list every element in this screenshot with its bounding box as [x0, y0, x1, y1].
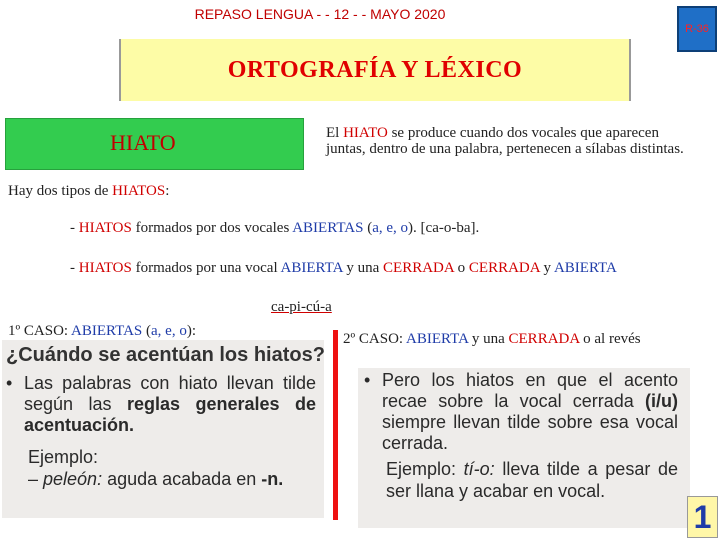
panel-left-example-word: peleón: [43, 469, 103, 489]
case2-mid: y una [468, 331, 509, 347]
panel-left-example-rest: aguda acabada en [102, 469, 262, 489]
panel-left-heading: ¿Cuándo se acentúan los hiatos? [6, 344, 325, 366]
rule-panel-right [358, 368, 690, 528]
example-word-capicua: ca-pi-cú-a [271, 299, 332, 315]
definition-part2: se produce cuando dos vocales que aparecen juntas, dentro de una palabra, pertenecen a sílabas distintas. [326, 125, 684, 157]
case2-abierta: ABIERTA [406, 331, 469, 347]
panel-left-example-line [28, 468, 316, 490]
slide-badge: R-36 [677, 6, 717, 52]
panel-left-example [28, 446, 316, 490]
bullet2-mid: formados por una vocal [131, 260, 281, 276]
case2-cerrada: CERRADA [508, 331, 580, 347]
panel-left-example-end: -n. [261, 469, 284, 489]
separator-line [333, 330, 338, 520]
rule-panel-left [2, 340, 324, 518]
bullet1-example: [ca-o-ba]. [420, 220, 480, 236]
page-number: 1 [687, 496, 718, 538]
types-intro-part2: : [165, 183, 170, 199]
panel-right-example-rest: lleva tilde a pesar de ser llana y acabar en vocal. [386, 459, 678, 501]
case2-end: o al revés [579, 331, 641, 347]
types-intro [8, 183, 169, 200]
panel-left-dash: – [28, 469, 44, 489]
hiato-type-2 [70, 260, 617, 277]
types-intro-part1: Hay dos tipos de [8, 183, 113, 199]
bullet1-vowels: a, e, o [372, 220, 409, 236]
panel-right-example-word: tí-o: [463, 459, 495, 479]
case1-paren-open: ( [142, 323, 152, 339]
bullet1-dash: - [70, 220, 79, 236]
bullet2-y1: y una [342, 260, 384, 276]
bullet2-cerrada: CERRADA [383, 260, 454, 276]
panel-right-example-label: Ejemplo: [386, 459, 464, 479]
bullet-icon: • [364, 370, 371, 390]
case-1-heading [8, 323, 196, 340]
case1-vowels: a, e, o [151, 323, 187, 339]
bullet2-term: HIATOS [78, 260, 132, 276]
bullet2-cerrada2: CERRADA [468, 260, 540, 276]
case1-label: 1º CASO [8, 323, 64, 339]
page-header: REPASO LENGUA - - 12 - - MAYO 2020 [194, 6, 446, 22]
case1-paren-close: ): [186, 323, 197, 339]
panel-right-text [382, 370, 678, 454]
bullet1-term: HIATOS [78, 220, 132, 236]
definition-part1: El [326, 125, 344, 141]
case2-label: 2º CASO [343, 331, 399, 347]
bullet2-y2: y [539, 260, 554, 276]
bullet-icon: • [6, 373, 13, 393]
panel-right-bold: (i/u) [645, 391, 678, 411]
case1-abiertas: ABIERTAS [71, 323, 143, 339]
bullet1-paren-open: ( [363, 220, 373, 236]
bullet2-dash: - [70, 260, 79, 276]
panel-left-example-label: Ejemplo: [28, 447, 99, 467]
title-banner [119, 39, 631, 101]
bullet1-mid: formados por dos vocales [131, 220, 293, 236]
panel-left-bold: reglas generales de acentuación. [24, 394, 316, 435]
panel-right-text1: Pero los hiatos en que el acento recae sobre la vocal cerrada [382, 370, 678, 411]
definition-term: HIATO [343, 125, 388, 141]
bullet2-o: o [453, 260, 469, 276]
hiato-type-1 [70, 220, 479, 237]
hiato-label: HIATO [110, 130, 176, 155]
bullet1-paren-close: ). [408, 220, 421, 236]
types-intro-term: HIATOS [112, 183, 166, 199]
bullet2-abierta: ABIERTA [280, 260, 343, 276]
hiato-definition [326, 125, 686, 157]
panel-right-text2: siempre llevan tilde sobre esa vocal cerrada. [382, 412, 678, 453]
bullet2-abierta2: ABIERTA [553, 260, 617, 276]
panel-right-item [364, 370, 678, 454]
page-title: ORTOGRAFÍA Y LÉXICO [227, 56, 523, 83]
case-2-heading [343, 331, 641, 348]
panel-left-text1: Las palabras con hiato llevan tilde según las [24, 373, 316, 414]
panel-left-text [24, 373, 316, 436]
panel-left-item [6, 373, 316, 436]
case2-colon: : [398, 331, 407, 347]
panel-right-example [386, 458, 678, 502]
case1-colon: : [63, 323, 72, 339]
bullet1-abiertas: ABIERTAS [292, 220, 364, 236]
